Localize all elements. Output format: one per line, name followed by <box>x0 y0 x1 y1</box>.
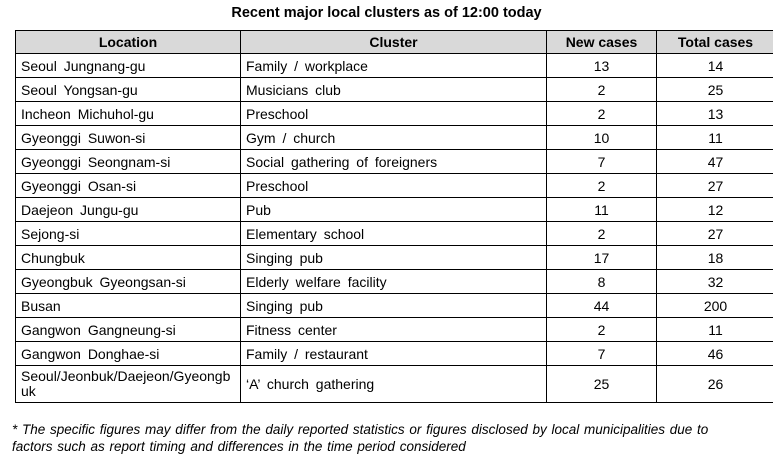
table-row <box>16 126 773 150</box>
cluster-cell: Singing pub <box>241 294 547 318</box>
total-cases-cell: 18 <box>657 246 773 270</box>
total-cases-cell: 14 <box>657 54 773 78</box>
cluster-cell: Preschool <box>241 174 547 198</box>
header-row <box>16 31 773 54</box>
table-row <box>16 78 773 102</box>
column-header-cluster: Cluster <box>241 31 547 54</box>
cluster-cell: Elementary school <box>241 222 547 246</box>
total-cases-cell: 11 <box>657 318 773 342</box>
new-cases-cell: 7 <box>547 150 657 174</box>
new-cases-cell: 8 <box>547 270 657 294</box>
new-cases-cell: 2 <box>547 102 657 126</box>
new-cases-cell: 2 <box>547 222 657 246</box>
cluster-cell: Family / restaurant <box>241 342 547 366</box>
location-cell: Seoul Jungnang-gu <box>16 54 241 78</box>
table-row <box>16 294 773 318</box>
total-cases-cell: 47 <box>657 150 773 174</box>
location-cell: Gyeonggi Seongnam-si <box>16 150 241 174</box>
table-row <box>16 246 773 270</box>
location-cell: Gyeonggi Suwon-si <box>16 126 241 150</box>
new-cases-cell: 13 <box>547 54 657 78</box>
total-cases-cell: 27 <box>657 174 773 198</box>
new-cases-cell: 10 <box>547 126 657 150</box>
location-cell: Sejong-si <box>16 222 241 246</box>
location-cell: Busan <box>16 294 241 318</box>
new-cases-cell: 11 <box>547 198 657 222</box>
location-cell: Gyeongbuk Gyeongsan-si <box>16 270 241 294</box>
cluster-cell: Family / workplace <box>241 54 547 78</box>
location-cell: Daejeon Jungu-gu <box>16 198 241 222</box>
location-cell: Gangwon Gangneung-si <box>16 318 241 342</box>
cluster-cell: ‘A’ church gathering <box>241 366 547 403</box>
table-row <box>16 318 773 342</box>
cluster-cell: Fitness center <box>241 318 547 342</box>
total-cases-cell: 27 <box>657 222 773 246</box>
new-cases-cell: 25 <box>547 366 657 403</box>
table-row <box>16 270 773 294</box>
total-cases-cell: 32 <box>657 270 773 294</box>
table-title: Recent major local clusters as of 12:00 today <box>231 5 542 21</box>
cluster-cell: Pub <box>241 198 547 222</box>
new-cases-cell: 44 <box>547 294 657 318</box>
location-cell: Chungbuk <box>16 246 241 270</box>
location-cell: Seoul Yongsan-gu <box>16 78 241 102</box>
cluster-cell: Musicians club <box>241 78 547 102</box>
table-row <box>16 102 773 126</box>
total-cases-cell: 26 <box>657 366 773 403</box>
total-cases-cell: 25 <box>657 78 773 102</box>
clusters-table <box>15 30 773 403</box>
column-header-location: Location <box>16 31 241 54</box>
table-row <box>16 54 773 78</box>
total-cases-cell: 11 <box>657 126 773 150</box>
cluster-cell: Gym / church <box>241 126 547 150</box>
location-cell: Seoul/Jeonbuk/Daejeon/Gyeongbuk <box>16 366 241 403</box>
location-cell: Incheon Michuhol-gu <box>16 102 241 126</box>
new-cases-cell: 7 <box>547 342 657 366</box>
cluster-cell: Elderly welfare facility <box>241 270 547 294</box>
new-cases-cell: 17 <box>547 246 657 270</box>
table-row <box>16 222 773 246</box>
total-cases-cell: 12 <box>657 198 773 222</box>
total-cases-cell: 200 <box>657 294 773 318</box>
total-cases-cell: 46 <box>657 342 773 366</box>
cluster-cell: Social gathering of foreigners <box>241 150 547 174</box>
table-row <box>16 150 773 174</box>
footnote: * The specific figures may differ from the daily reported statistics or figures disclosed by local municipalities due to factors such as report timing and differences in the time period considered <box>12 422 709 454</box>
table-row <box>16 342 773 366</box>
location-cell: Gangwon Donghae-si <box>16 342 241 366</box>
table-row <box>16 366 773 403</box>
cluster-cell: Preschool <box>241 102 547 126</box>
location-cell: Gyeonggi Osan-si <box>16 174 241 198</box>
column-header-new-cases: New cases <box>547 31 657 54</box>
table-row <box>16 198 773 222</box>
new-cases-cell: 2 <box>547 318 657 342</box>
new-cases-cell: 2 <box>547 78 657 102</box>
cluster-cell: Singing pub <box>241 246 547 270</box>
new-cases-cell: 2 <box>547 174 657 198</box>
column-header-total-cases: Total cases <box>657 31 773 54</box>
total-cases-cell: 13 <box>657 102 773 126</box>
table-row <box>16 174 773 198</box>
